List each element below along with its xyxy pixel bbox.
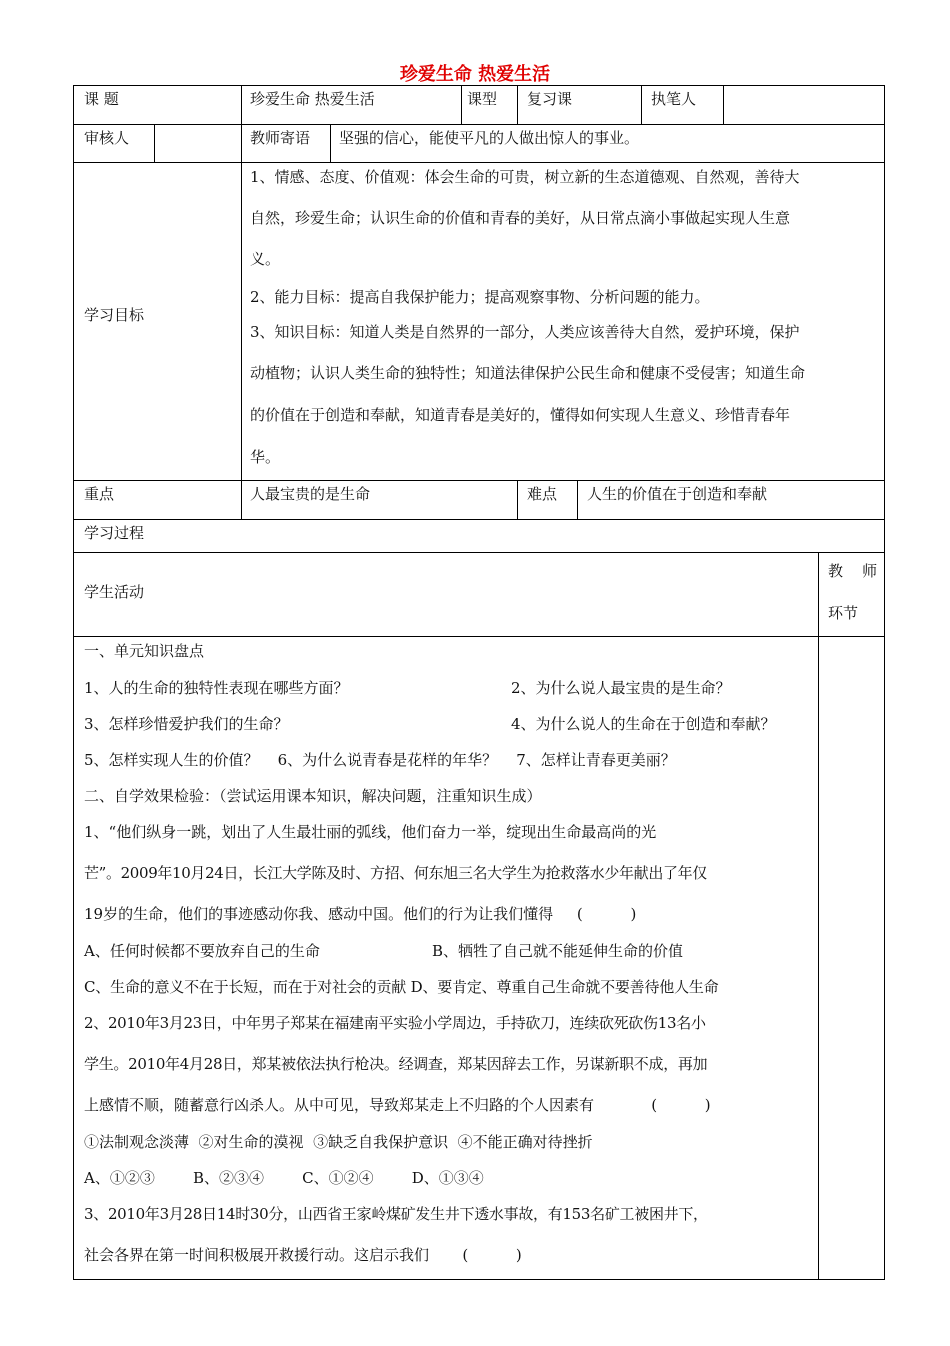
goals-label: 学习目标 [84,306,145,324]
difficulty-value: 人生的价值在于创造和奉献 [587,485,768,503]
exercise-1-option-a: A、任何时候都不要放弃自己的生命 [84,942,320,960]
goals-line: 1、情感、态度、价值观：体会生命的可贵，树立新的生态道德观、自然观，善待大 [250,168,800,186]
teacher-column-label-2: 环节 [828,604,859,622]
goals-line: 义。 [250,250,281,268]
grid-line [884,85,885,1280]
exercise-1-option-b: B、牺牲了自己就不能延伸生命的价值 [432,942,684,960]
goals-line: 自然，珍爱生命；认识生命的价值和青春的美好，从日常点滴小事做起实现人生意 [250,209,791,227]
key-point-value: 人最宝贵的是生命 [250,485,371,503]
goals-line: 华。 [250,448,281,466]
key-point-label: 重点 [84,485,115,503]
exercise-2-statements: ①法制观念淡薄 ②对生命的漠视 ③缺乏自我保护意识 ④不能正确对待挫折 [84,1133,593,1151]
goals-line: 动植物；认识人类生命的独特性；知道法律保护公民生命和健康不受侵害；知道生命 [250,364,806,382]
grid-line [154,124,155,162]
goals-line: 2、能力目标：提高自我保护能力；提高观察事物、分析问题的能力。 [250,288,710,306]
section-two-title: 二、自学效果检验：（尝试运用课本知识，解决问题，注重知识生成） [84,787,542,805]
teacher-message: 坚强的信心，能使平凡的人做出惊人的事业。 [339,129,640,147]
difficulty-label: 难点 [527,485,558,503]
grid-line [73,1279,885,1280]
exercise-1-options-cd: C、生命的意义不在于长短，而在于对社会的贡献 D、要肯定、尊重自己生命就不要善待他人生命 [84,978,719,996]
grid-line [517,480,518,519]
grid-line [577,480,578,519]
exercise-1-line: 芒”。2009年10月24日，长江大学陈及时、方招、何东旭三名大学生为抢救落水少年献出了年仅 [84,864,707,882]
type-value: 复习课 [527,90,573,108]
document-title: 珍爱生命 热爱生活 [399,64,551,85]
student-activity-label: 学生活动 [84,583,145,601]
author-label: 执笔人 [651,90,697,108]
grid-line [73,162,885,163]
exercise-3-line: 3、2010年3月28日14时30分，山西省王家岭煤矿发生井下透水事故，有153名矿工被困井下， [84,1205,708,1223]
goals-line: 3、知识目标：知道人类是自然界的一部分，人类应该善待大自然，爱护环境，保护 [250,323,800,341]
grid-line [73,480,885,481]
exercise-1-line: 19岁的生命，他们的事迹感动你我、感动中国。他们的行为让我们懂得 ( ) [84,905,637,923]
exercise-2-line: 上感情不顺，随蓄意行凶杀人。从中可见，导致郑某走上不归路的个人因素有 ( ) [84,1096,711,1114]
exercise-3-line: 社会各界在第一时间积极展开救援行动。这启示我们 ( ) [84,1246,522,1264]
questions-5-7: 5、怎样实现人生的价值？ 6、为什么说青春是花样的年华？ 7、怎样让青春更美丽？ [84,751,676,769]
goals-line: 的价值在于创造和奉献，知道青春是美好的，懂得如何实现人生意义、珍惜青春年 [250,406,791,424]
grid-line [73,85,885,86]
grid-line [641,85,642,124]
grid-line [517,85,518,124]
exercise-2-line: 2、2010年3月23日，中年男子郑某在福建南平实验小学周边，手持砍刀，连续砍死砍伤13名小 [84,1014,706,1032]
question-1: 1、人的生命的独特性表现在哪些方面？ [84,679,349,697]
grid-line [73,124,885,125]
question-3: 3、怎样珍惜爱护我们的生命？ [84,715,289,733]
grid-line [723,85,724,124]
grid-line [73,519,885,520]
grid-line [818,552,819,1279]
exercise-2-choices: A、①②③ B、②③④ C、①②④ D、①③④ [84,1169,484,1187]
topic-value: 珍爱生命 热爱生活 [250,90,375,108]
process-label: 学习过程 [84,524,145,542]
question-2: 2、为什么说人最宝贵的是生命？ [511,679,731,697]
type-label: 课型 [467,90,498,108]
exercise-2-line: 学生。2010年4月28日，郑某被依法执行枪决。经调查，郑某因辞去工作，另谋新职不成，再加 [84,1055,708,1073]
exercise-1-line: 1、“他们纵身一跳，划出了人生最壮丽的弧线，他们奋力一举，绽现出生命最高尚的光 [84,823,657,841]
reviewer-label: 审核人 [84,129,130,147]
grid-line [73,636,885,637]
grid-line [73,85,74,1280]
grid-line [330,124,331,162]
teacher-column-label: 教 师 [828,562,878,580]
grid-line [461,85,462,124]
teacher-message-label: 教师寄语 [250,129,311,147]
grid-line [73,552,885,553]
grid-line [241,162,242,519]
grid-line [241,85,242,162]
question-4: 4、为什么说人的生命在于创造和奉献？ [511,715,776,733]
topic-label: 课 题 [84,90,119,108]
section-one-title: 一、单元知识盘点 [84,642,205,660]
